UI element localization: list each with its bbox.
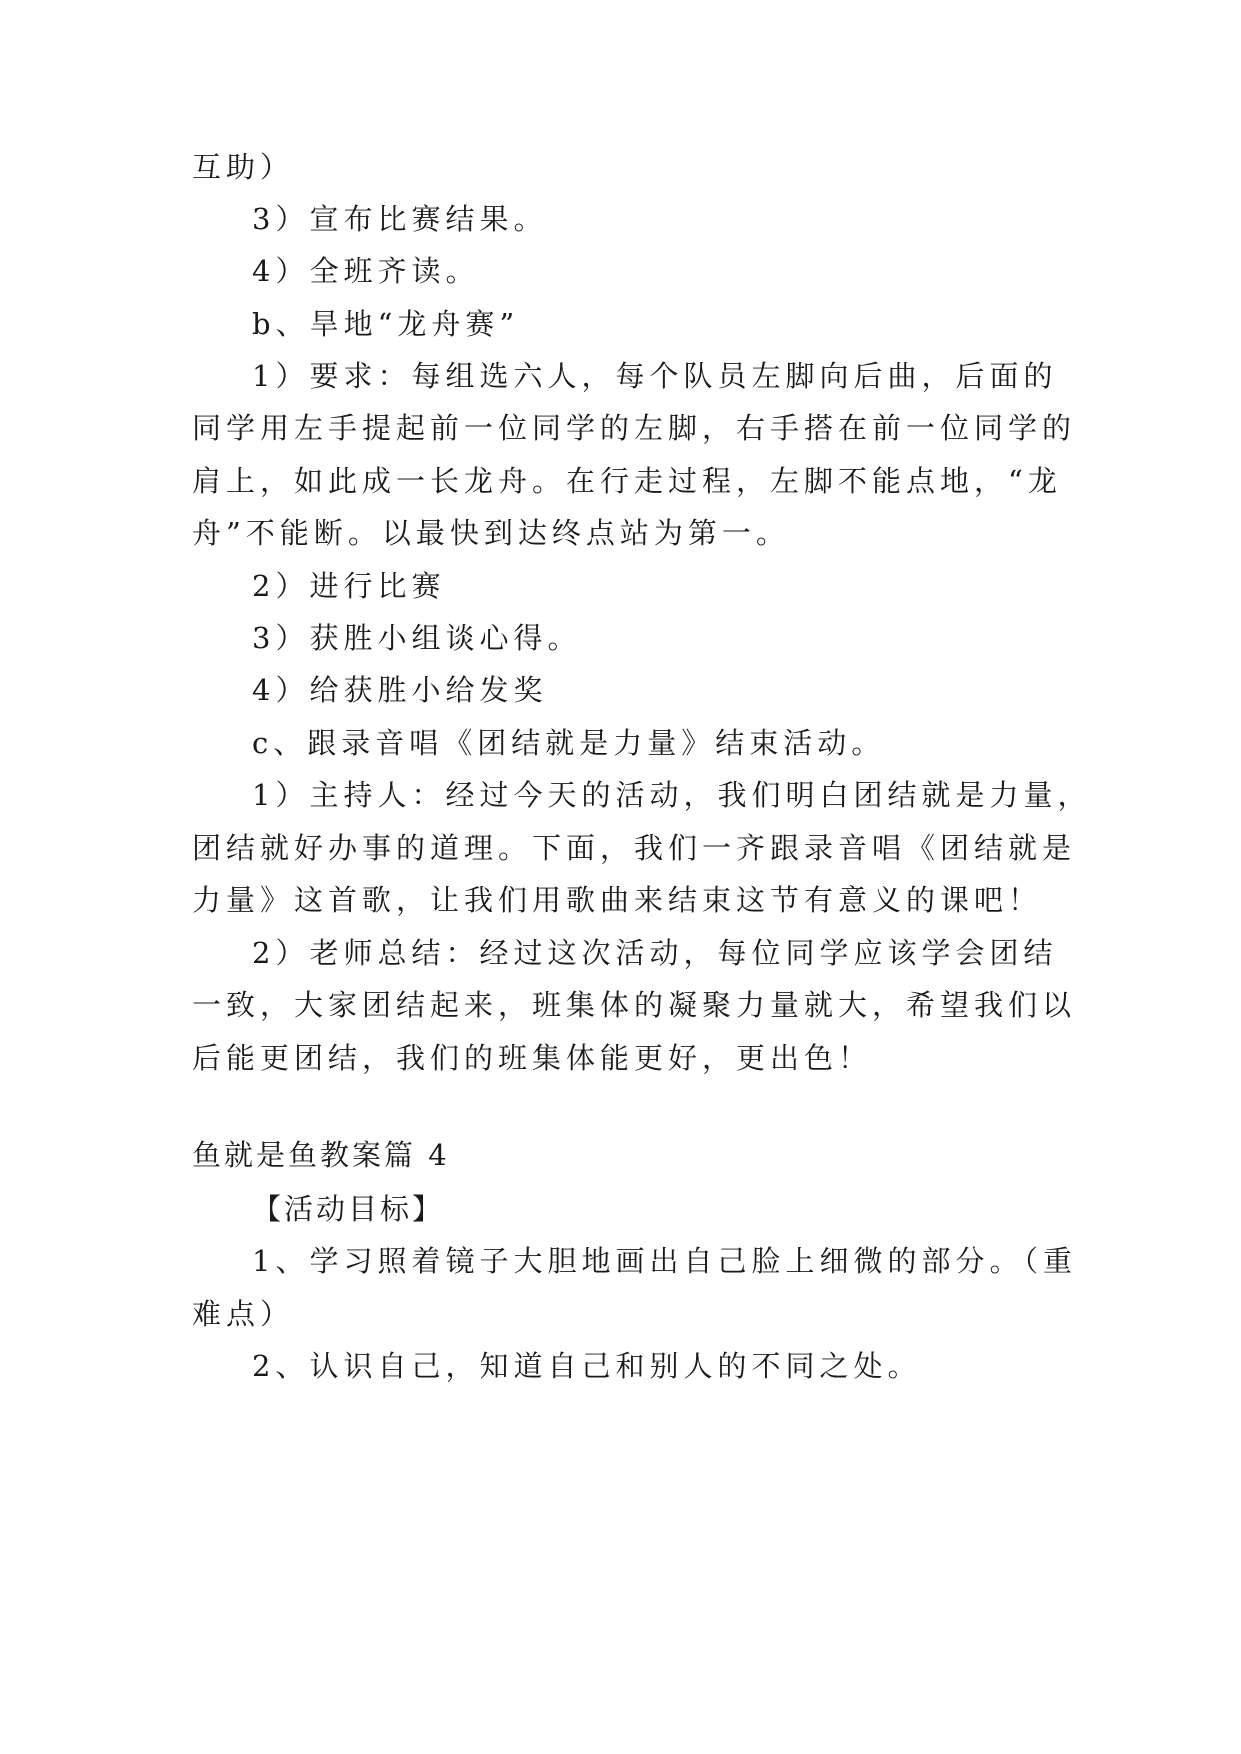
subheading: 【活动目标】 [252,1192,445,1226]
paragraph-line: 力量》这首歌，让我们用歌曲来结束这节有意义的课吧！ [192,883,1043,917]
paragraph-line: 3）宣布比赛结果。 [252,202,548,236]
goal-line: 难点） [192,1297,295,1331]
paragraph-line: 团结就好办事的道理。下面，我们一齐跟录音唱《团结就是 [192,831,1077,865]
paragraph-line: 舟”不能断。以最快到达终点站为第一。 [192,516,790,550]
paragraph-line: 4）给获胜小给发奖 [252,673,548,707]
paragraph-line: c、跟录音唱《团结就是力量》结束活动。 [252,726,886,760]
paragraph-line: 肩上，如此成一长龙舟。在行走过程，左脚不能点地，“龙 [192,464,1062,498]
paragraph-line: 互助） [192,150,295,184]
paragraph-line: 1）要求：每组选六人，每个队员左脚向后曲，后面的 [252,359,1058,393]
paragraph-line: 后能更团结，我们的班集体能更好，更出色！ [192,1041,873,1075]
goal-line: 2、认识自己，知道自己和别人的不同之处。 [252,1349,922,1383]
section-title: 鱼就是鱼教案篇 4 [192,1138,450,1172]
paragraph-line: 3）获胜小组谈心得。 [252,621,582,655]
paragraph-line: 4）全班齐读。 [252,254,480,288]
paragraph-line: 同学用左手提起前一位同学的左脚，右手搭在前一位同学的 [192,411,1077,445]
paragraph-line: 2）进行比赛 [252,569,446,603]
paragraph-line: 一致，大家团结起来，班集体的凝聚力量就大，希望我们以 [192,988,1077,1022]
paragraph-line: 2）老师总结：经过这次活动，每位同学应该学会团结 [252,936,1058,970]
paragraph-line: 1）主持人：经过今天的活动，我们明白团结就是力量， [252,778,1092,812]
goal-line: 1、学习照着镜子大胆地画出自己脸上细微的部分。（重 [252,1244,1077,1278]
paragraph-line: b、旱地“龙舟赛” [252,307,520,341]
